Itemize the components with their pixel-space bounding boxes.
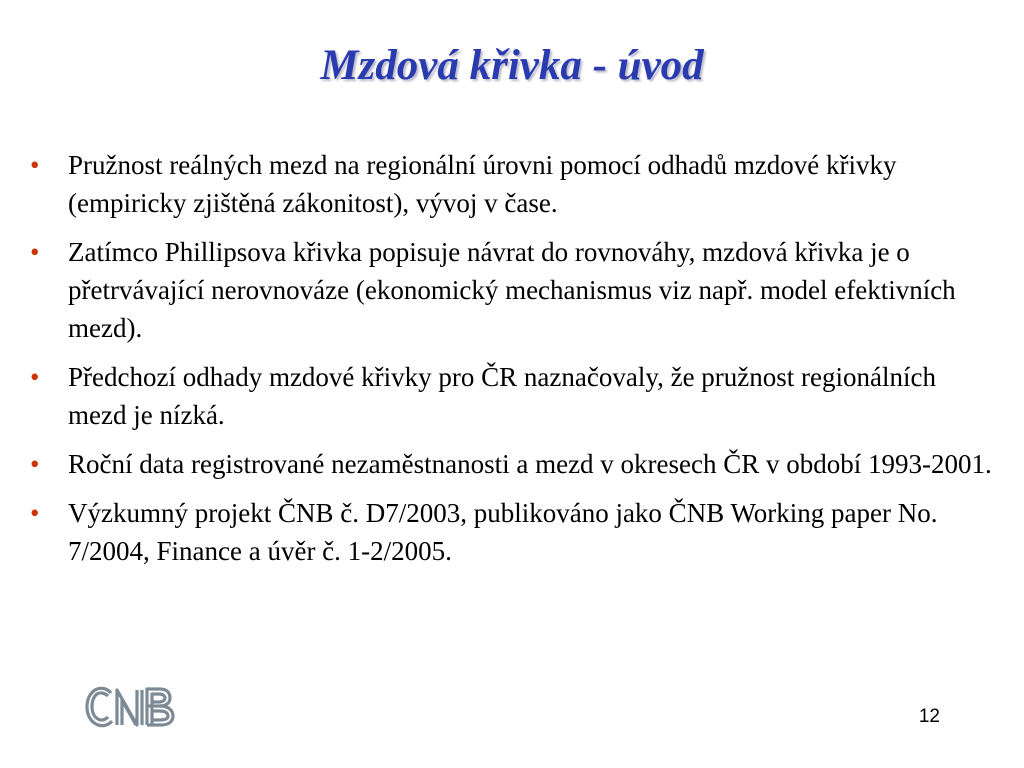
bullet-item — [30, 146, 1000, 222]
slide-title: Mzdová křivka - úvod — [320, 42, 704, 89]
bullet-text: Výzkumný projekt ČNB č. D7/2003, publikováno jako ČNB Working paper No. 7/2004, Finance a úvěr č. 1-2/2005. — [68, 498, 938, 566]
bullet-icon: • — [30, 449, 40, 479]
page-number: 12 — [918, 706, 940, 727]
cnb-logo-icon — [84, 684, 176, 730]
bullet-item — [30, 445, 1000, 483]
bullet-icon: • — [30, 362, 40, 392]
bullet-item — [30, 358, 1000, 434]
bullet-text: Pružnost reálných mezd na regionální úrovni pomocí odhadů mzdové křivky (empiricky zjištěná zákonitost), vývoj v čase. — [68, 150, 897, 218]
bullet-icon: • — [30, 498, 40, 528]
bullet-text: Roční data registrované nezaměstnanosti a mezd v okresech ČR v období 1993-2001. — [68, 449, 992, 479]
bullet-text: Předchozí odhady mzdové křivky pro ČR naznačovaly, že pružnost regionálních mezd je nízká. — [68, 362, 936, 430]
bullet-item — [30, 233, 1000, 347]
bullet-text: Zatímco Phillipsova křivka popisuje návrat do rovnováhy, mzdová křivka je o přetrvávající nerovnováze (ekonomický mechanismus viz např. model efektivních mezd). — [68, 237, 956, 343]
bullet-icon: • — [30, 150, 40, 180]
bullet-icon: • — [30, 237, 40, 267]
bullet-list — [30, 146, 1000, 581]
bullet-item — [30, 494, 1000, 570]
